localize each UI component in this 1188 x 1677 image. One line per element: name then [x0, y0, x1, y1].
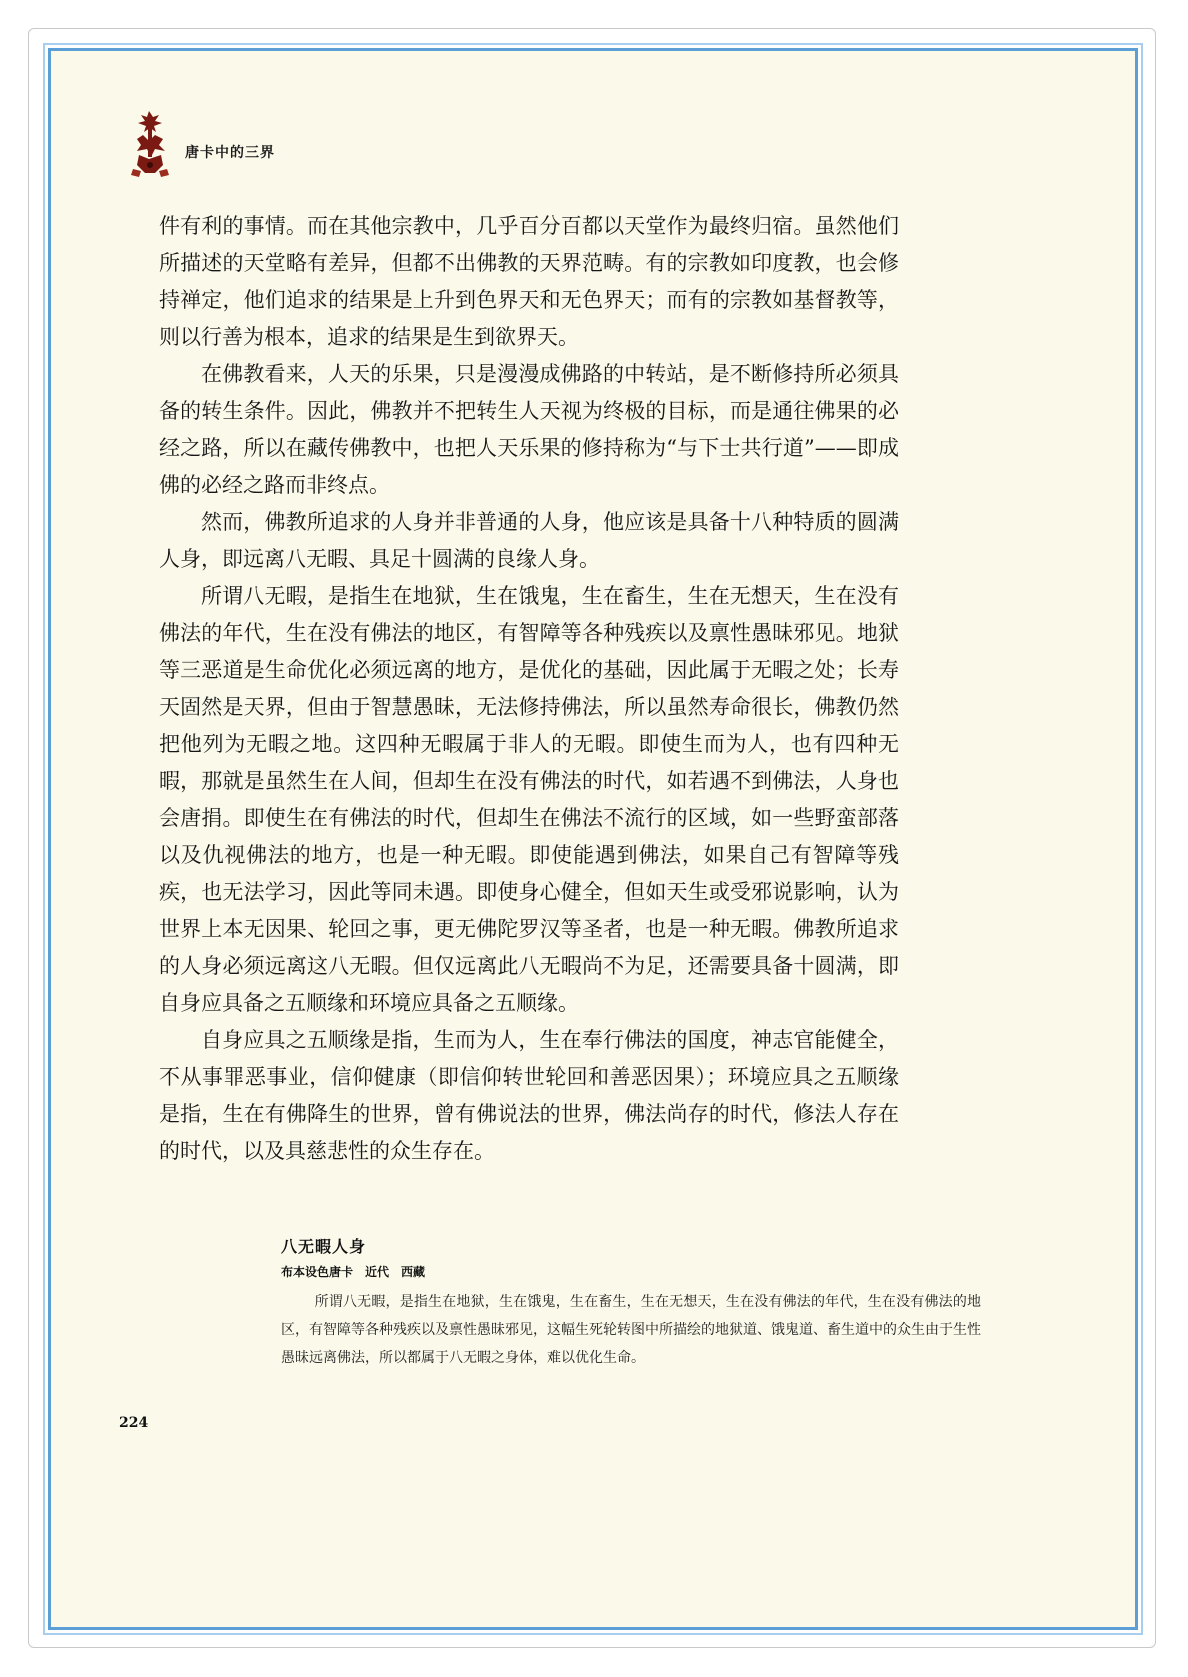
thangka-ornament-icon	[129, 109, 171, 179]
image-caption	[281, 1234, 981, 1372]
caption-subtitle: 布本设色唐卡 近代 西藏	[281, 1265, 426, 1279]
body-paragraph: 件有利的事情。而在其他宗教中，几乎百分百都以天堂作为最终归宿。虽然他们所描述的天堂略有差异，但都不出佛教的天界范畴。有的宗教如印度教，也会修持禅定，他们追求的结果是上升到色界天和无色界天；而有的宗教如基督教等，则以行善为根本，追求的结果是生到欲界天。	[159, 214, 899, 349]
body-paragraph: 自身应具之五顺缘是指，生而为人，生在奉行佛法的国度，神志官能健全，不从事罪恶事业，信仰健康（即信仰转世轮回和善恶因果）；环境应具之五顺缘是指，生在有佛降生的世界，曾有佛说法的世界，佛法尚存的时代，修法人存在的时代，以及具慈悲性的众生存在。	[159, 1028, 899, 1163]
running-header	[129, 109, 429, 189]
running-header-title: 唐卡中的三界	[185, 145, 275, 161]
caption-title: 八无暇人身	[281, 1237, 367, 1256]
page-number: 224	[119, 1415, 149, 1431]
book-page	[48, 48, 1138, 1630]
body-paragraph: 所谓八无暇，是指生在地狱，生在饿鬼，生在畜生，生在无想天，生在没有佛法的年代，生在没有佛法的地区，有智障等各种残疾以及禀性愚昧邪见。地狱等三恶道是生命优化必须远离的地方，是优化的基础，因此属于无暇之处；长寿天固然是天界，但由于智慧愚昧，无法修持佛法，所以虽然寿命很长，佛教仍然把他列为无暇之地。这四种无暇属于非人的无暇。即使生而为人，也有四种无暇，那就是虽然生在人间，但却生在没有佛法的时代，如若遇不到佛法，人身也会唐捐。即使生在有佛法的时代，但却生在佛法不流行的区域，如一些野蛮部落以及仇视佛法的地方，也是一种无暇。即使能遇到佛法，如果自己有智障等残疾，也无法学习，因此等同未遇。即使身心健全，但如天生或受邪说影响，认为世界上本无因果、轮回之事，更无佛陀罗汉等圣者，也是一种无暇。佛教所追求的人身必须远离这八无暇。但仅远离此八无暇尚不为足，还需要具备十圆满，即自身应具备之五顺缘和环境应具备之五顺缘。	[159, 584, 899, 1015]
body-paragraph: 然而，佛教所追求的人身并非普通的人身，他应该是具备十八种特质的圆满人身，即远离八无暇、具足十圆满的良缘人身。	[159, 510, 899, 571]
main-text	[159, 208, 899, 1170]
body-paragraph: 在佛教看来，人天的乐果，只是漫漫成佛路的中转站，是不断修持所必须具备的转生条件。因此，佛教并不把转生人天视为终极的目标，而是通往佛果的必经之路，所以在藏传佛教中，也把人天乐果的修持称为“与下士共行道”——即成佛的必经之路而非终点。	[159, 362, 899, 497]
caption-text: 所谓八无暇，是指生在地狱，生在饿鬼，生在畜生，生在无想天，生在没有佛法的年代，生在没有佛法的地区，有智障等各种残疾以及禀性愚昧邪见，这幅生死轮转图中所描绘的地狱道、饿鬼道、畜生道中的众生由于生性愚昧远离佛法，所以都属于八无暇之身体，难以优化生命。	[281, 1294, 981, 1366]
